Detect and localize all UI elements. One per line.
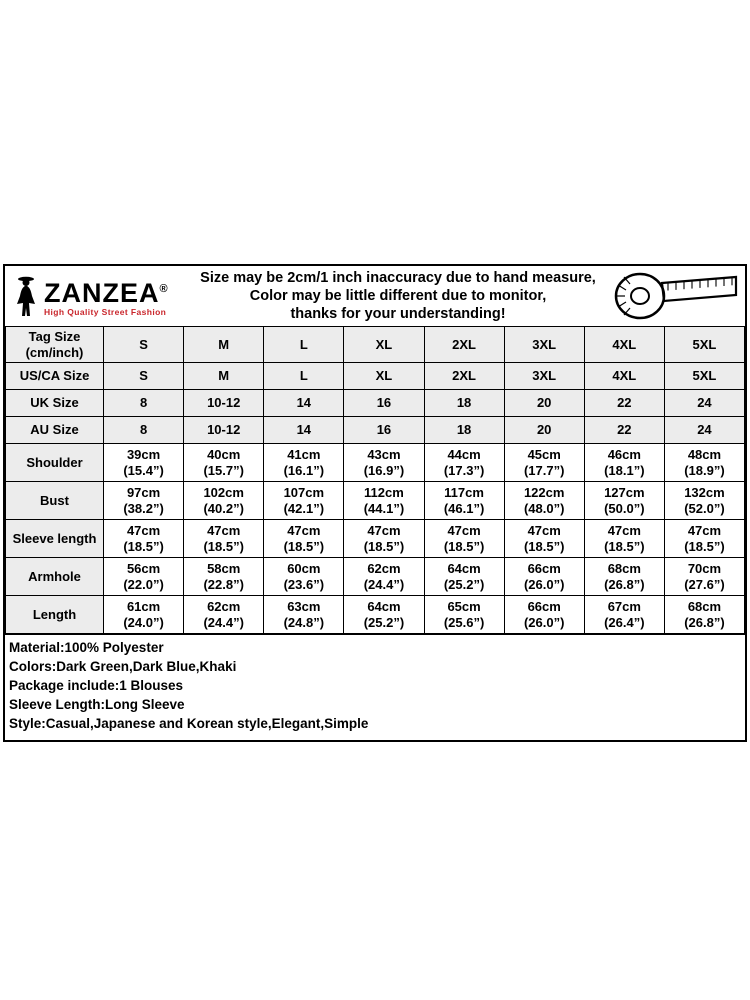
size-cell-line: (25.2”) [363,614,405,630]
row-label-line: AU Size [30,422,79,437]
size-cell [104,558,184,596]
size-cell [184,596,264,634]
size-cell-line: (26.4”) [604,614,645,630]
size-cell-line: 47cm [287,522,321,538]
size-cell [424,390,504,417]
size-cell [584,444,664,482]
size-cell-line: 117cm [444,484,484,500]
size-cell [504,482,584,520]
size-cell-line: XL [375,336,393,352]
row-label-line: Length [32,606,77,622]
info-line: Colors:Dark Green,Dark Blue,Khaki [9,659,237,674]
row-label [6,363,104,390]
row-label-line: Bust [40,492,69,508]
size-cell-line: L [299,336,308,352]
size-cell [344,444,424,482]
size-cell-line: 5XL [692,368,717,383]
size-cell [184,520,264,558]
size-cell [504,444,584,482]
woman-figure-icon [13,274,39,318]
size-cell-line: 44cm [447,446,481,462]
size-cell-line: (17.7”) [523,462,565,478]
size-cell [664,363,744,390]
size-cell [104,327,184,363]
size-cell-line: (26.8”) [604,576,645,592]
row-label [6,558,104,596]
size-cell-line: 47cm [527,522,561,538]
size-cell [184,390,264,417]
product-info [5,634,745,740]
size-cell-line: (15.4”) [123,462,164,478]
size-cell-line: (18.9”) [684,462,725,478]
size-cell-line: 58cm [207,560,241,576]
size-cell [184,444,264,482]
size-cell-line: (48.0”) [523,500,565,516]
size-table-row [6,363,745,390]
size-cell-line: 62cm [207,598,241,614]
size-cell [184,363,264,390]
size-cell [424,482,504,520]
size-cell-line: (24.8”) [283,614,325,630]
size-cell [344,558,424,596]
brand-tagline: High Quality Street Fashion [44,306,167,317]
size-cell-line: (17.3”) [443,462,485,478]
size-cell-line: (42.1”) [283,500,325,516]
size-cell-line: 2XL [452,368,476,383]
size-cell [424,327,504,363]
size-cell [584,482,664,520]
size-cell [424,363,504,390]
size-cell-line: (40.2”) [203,500,244,516]
row-label [6,520,104,558]
size-cell-line: (23.6”) [283,576,325,592]
size-cell-line: 107cm [283,484,325,500]
size-cell [344,390,424,417]
size-cell [104,444,184,482]
size-cell-line: 56cm [126,560,161,576]
size-cell-line: 47cm [207,522,241,538]
row-label-line: US/CA Size [19,368,90,383]
disclaimer-note [193,269,603,323]
size-cell-line: 3XL [532,368,557,383]
size-cell-line: 63cm [287,598,321,614]
size-cell-line: 62cm [367,560,401,576]
size-cell [264,417,344,444]
size-cell-line: 24 [697,422,712,437]
brand-logo [5,274,193,318]
size-cell [504,558,584,596]
row-label [6,327,104,363]
size-cell-line: M [218,336,230,352]
size-cell [584,596,664,634]
size-cell-line: (18.1”) [604,462,645,478]
size-cell [344,363,424,390]
size-cell-line: 48cm [687,446,722,462]
size-cell [424,596,504,634]
row-label-line: Armhole [28,568,81,584]
size-cell [664,482,744,520]
size-cell-line: (18.5”) [604,538,645,554]
size-cell-line: 18 [456,422,472,437]
size-cell-line: (26.0”) [523,614,565,630]
info-line: Sleeve Length:Long Sleeve [9,697,185,712]
size-cell [504,520,584,558]
size-cell [344,417,424,444]
size-cell [344,520,424,558]
row-label-line: Sleeve length [12,530,97,546]
size-cell [184,417,264,444]
row-label [6,444,104,482]
size-cell [664,558,744,596]
size-cell [344,596,424,634]
size-cell-line: 46cm [607,446,641,462]
size-cell-line: 5XL [692,336,717,352]
header-band [5,266,745,326]
size-cell [184,327,264,363]
size-cell [584,558,664,596]
size-cell-line: (18.5”) [123,538,164,554]
size-cell-line: (22.8”) [203,576,244,592]
size-cell [104,596,184,634]
size-cell-line: 10-12 [207,395,241,410]
size-cell [104,417,184,444]
size-cell-line: 16 [376,395,392,410]
size-cell-line: 102cm [203,484,244,500]
size-cell-line: 70cm [687,560,722,576]
size-cell-line: 14 [296,395,312,410]
size-cell-line: 64cm [367,598,401,614]
brand-name: ZANZEA [44,277,160,308]
size-cell-line: 24 [697,395,712,410]
size-cell [264,520,344,558]
size-cell [504,363,584,390]
size-table-row [6,482,745,520]
size-cell-line: 68cm [607,560,641,576]
size-cell [504,596,584,634]
size-cell [344,327,424,363]
size-cell-line: 18 [456,395,472,410]
size-cell-line: 20 [536,395,552,410]
size-cell-line: 68cm [687,598,722,614]
size-cell-line: S [139,336,148,352]
size-table-row [6,327,745,363]
size-cell-line: (50.0”) [604,500,645,516]
note-line: Size may be 2cm/1 inch inaccuracy due to hand measure, [200,270,596,286]
size-cell [664,417,744,444]
size-cell-line: (22.0”) [123,576,164,592]
size-cell [584,363,664,390]
size-cell [504,327,584,363]
size-cell-line: (24.4”) [363,576,405,592]
size-table-row [6,520,745,558]
size-cell-line: 10-12 [207,422,241,437]
size-cell [664,327,744,363]
measuring-tape-icon [603,268,745,324]
size-cell-line: S [139,368,148,383]
note-line: thanks for your understanding! [290,306,506,322]
row-label [6,482,104,520]
info-line: Style:Casual,Japanese and Korean style,Elegant,Simple [9,716,369,731]
size-cell-line: (38.2”) [123,500,164,516]
size-cell-line: 16 [376,422,392,437]
size-cell [584,520,664,558]
size-cell-line: XL [375,368,393,383]
size-cell-line: 39cm [126,446,161,462]
size-cell [424,558,504,596]
size-cell [584,417,664,444]
size-cell-line: (18.5”) [684,538,725,554]
size-cell-line: 61cm [126,598,161,614]
size-cell-line: (25.2”) [443,576,485,592]
size-cell-line: (18.5”) [283,538,325,554]
size-cell-line: 47cm [367,522,401,538]
size-cell [664,390,744,417]
size-cell [184,558,264,596]
size-cell [344,482,424,520]
size-cell [104,520,184,558]
size-table-row [6,558,745,596]
size-cell [184,482,264,520]
size-cell [424,520,504,558]
size-cell [264,444,344,482]
size-cell-line: 8 [139,422,148,437]
size-table-row [6,417,745,444]
size-cell [264,327,344,363]
size-cell-line: 66cm [527,560,561,576]
size-cell-line: 97cm [126,484,161,500]
size-cell [264,596,344,634]
size-cell-line: (16.9”) [363,462,405,478]
size-table [5,326,745,634]
registered-mark: ® [159,282,169,295]
info-line: Package include:1 Blouses [9,678,184,693]
row-label [6,390,104,417]
size-cell-line: 122cm [523,484,565,500]
size-cell-line: 22 [617,395,632,410]
row-label-line: (cm/inch) [25,344,84,360]
size-cell [584,327,664,363]
size-cell [264,390,344,417]
size-cell-line: 41cm [287,446,321,462]
size-cell [424,417,504,444]
size-cell-line: (24.0”) [123,614,164,630]
size-cell [264,482,344,520]
brand-text [44,276,169,317]
size-cell-line: 43cm [367,446,401,462]
size-cell-line: 132cm [684,484,725,500]
size-cell-line: 66cm [527,598,561,614]
size-cell-line: 3XL [532,336,557,352]
size-cell-line: 22 [617,422,632,437]
size-cell [664,444,744,482]
size-cell [424,444,504,482]
size-cell-line: 127cm [604,484,645,500]
size-table-row [6,390,745,417]
size-cell [584,390,664,417]
size-cell [104,482,184,520]
size-cell-line: (18.5”) [203,538,244,554]
size-cell [504,417,584,444]
size-cell-line: 112cm [364,484,404,500]
size-cell-line: (16.1”) [283,462,325,478]
size-cell-line: (27.6”) [684,576,725,592]
size-cell-line: 47cm [126,522,161,538]
size-cell [664,596,744,634]
size-cell-line: 8 [139,395,148,410]
row-label [6,417,104,444]
size-cell [264,363,344,390]
size-cell-line: 65cm [447,598,481,614]
size-cell-line: 67cm [607,598,641,614]
size-cell-line: (26.8”) [684,614,725,630]
size-table-row [6,444,745,482]
size-cell-line: (52.0”) [684,500,725,516]
size-chart-sheet [3,264,747,742]
info-line: Material:100% Polyester [9,640,164,655]
size-cell-line: 40cm [207,446,241,462]
size-cell-line: 20 [536,422,552,437]
size-cell-line: 4XL [612,368,637,383]
size-cell-line: (26.0”) [523,576,565,592]
size-cell-line: (18.5”) [363,538,405,554]
size-cell-line: 45cm [527,446,561,462]
size-cell-line: (44.1”) [363,500,405,516]
row-label [6,596,104,634]
size-cell-line: L [299,368,308,383]
size-cell-line: M [218,368,230,383]
size-cell [664,520,744,558]
size-cell-line: 60cm [287,560,321,576]
size-cell [104,390,184,417]
size-cell-line: (15.7”) [203,462,244,478]
size-cell-line: 47cm [447,522,481,538]
note-line: Color may be little different due to monitor, [249,288,547,304]
size-cell-line: 47cm [607,522,641,538]
size-cell-line: 14 [296,422,312,437]
size-cell [104,363,184,390]
size-cell [264,558,344,596]
size-cell-line: 47cm [687,522,722,538]
size-cell [504,390,584,417]
size-table-row [6,596,745,634]
size-cell-line: (25.6”) [443,614,485,630]
row-label-line: UK Size [30,395,79,410]
size-cell-line: 4XL [612,336,637,352]
size-cell-line: (18.5”) [523,538,565,554]
row-label-line: Tag Size [28,328,81,344]
size-cell-line: (18.5”) [443,538,485,554]
size-cell-line: 64cm [447,560,481,576]
size-cell-line: (24.4”) [203,614,244,630]
size-cell-line: (46.1”) [443,500,485,516]
row-label-line: Shoulder [26,454,83,470]
size-cell-line: 2XL [452,336,476,352]
